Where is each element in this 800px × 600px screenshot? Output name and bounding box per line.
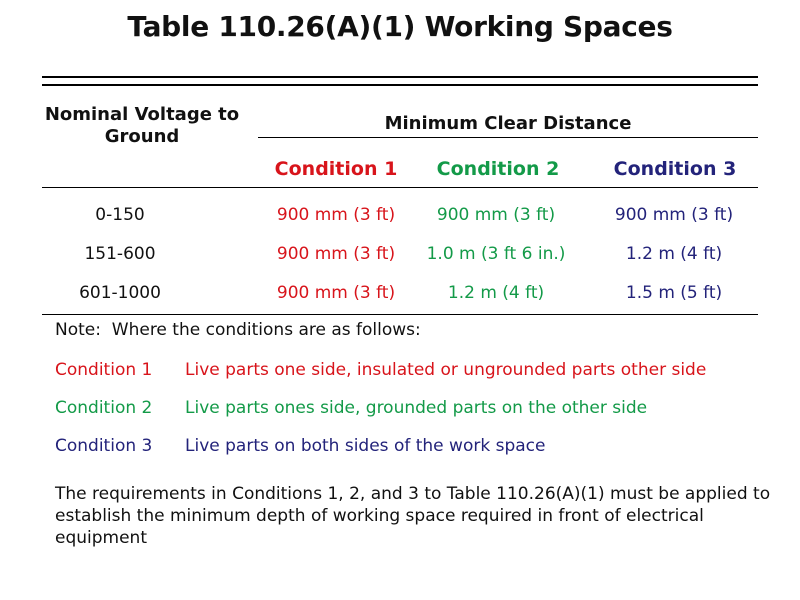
- table-cell: 1.0 m (3 ft 6 in.): [426, 244, 566, 264]
- note-condition-2-text: Live parts ones side, grounded parts on the other side: [185, 398, 648, 418]
- condition-3-header: Condition 3: [613, 158, 737, 180]
- top-rule: [42, 76, 758, 78]
- table-bottom-rule: [42, 314, 758, 315]
- table-cell: 1.2 m (4 ft): [625, 244, 723, 264]
- min-clear-distance-header: Minimum Clear Distance: [384, 113, 632, 134]
- voltage-column-header: Nominal Voltage to Ground: [44, 104, 240, 147]
- table-cell: 900 mm (3 ft): [276, 205, 396, 225]
- voltage-cell: 601-1000: [79, 283, 161, 303]
- table-cell: 900 mm (3 ft): [436, 205, 556, 225]
- condition-1-header: Condition 1: [274, 158, 398, 180]
- voltage-cell: 0-150: [95, 205, 145, 225]
- table-cell: 1.2 m (4 ft): [447, 283, 545, 303]
- header-bottom-rule: [42, 187, 758, 188]
- header-sub-rule: [258, 137, 758, 138]
- condition-2-header: Condition 2: [436, 158, 560, 180]
- page-title: Table 110.26(A)(1) Working Spaces: [127, 10, 673, 43]
- top-rule-2: [42, 84, 758, 86]
- note-condition-2-label: Condition 2: [55, 398, 153, 418]
- voltage-cell: 151-600: [84, 244, 156, 264]
- note-condition-1-label: Condition 1: [55, 360, 153, 380]
- note-condition-1-text: Live parts one side, insulated or ungrounded parts other side: [185, 360, 707, 380]
- note-condition-3-text: Live parts on both sides of the work space: [185, 436, 546, 456]
- table-cell: 1.5 m (5 ft): [625, 283, 723, 303]
- note-condition-3-label: Condition 3: [55, 436, 153, 456]
- table-cell: 900 mm (3 ft): [276, 244, 396, 264]
- footer-paragraph: The requirements in Conditions 1, 2, and 3 to Table 110.26(A)(1) must be applied to establish the minimum depth of working space required in front of electrical equipment: [55, 484, 771, 548]
- table-cell: 900 mm (3 ft): [614, 205, 734, 225]
- note-intro: Note: Where the conditions are as follows:: [55, 320, 421, 340]
- table-cell: 900 mm (3 ft): [276, 283, 396, 303]
